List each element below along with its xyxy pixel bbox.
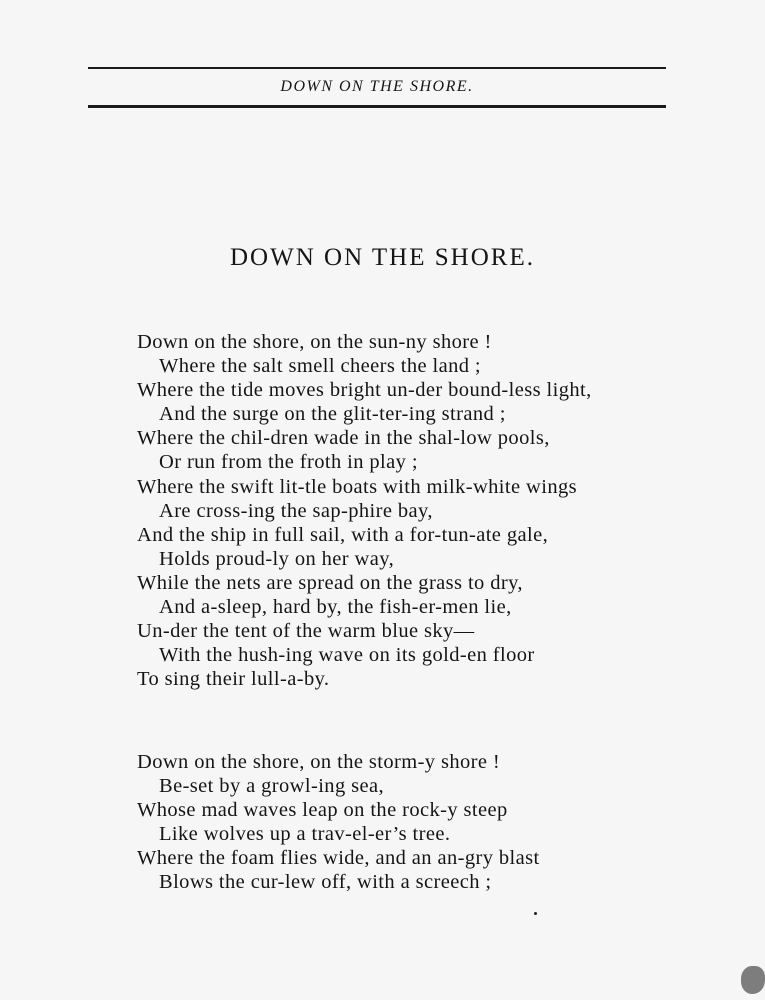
poem-line: To sing their lull-a-by. bbox=[137, 668, 330, 691]
header-rule-top bbox=[88, 67, 666, 69]
poem-line: With the hush-ing wave on its gold-en floor bbox=[159, 644, 535, 667]
poem-line: Where the foam flies wide, and an an-gry blast bbox=[137, 847, 540, 870]
stanza-2 bbox=[137, 750, 697, 895]
poem-line: Where the tide moves bright un-der bound-less light, bbox=[137, 379, 592, 402]
header-rule-bottom bbox=[88, 105, 666, 108]
page-blemish bbox=[741, 966, 765, 994]
ink-speck bbox=[534, 912, 537, 915]
poem-line: Where the chil-dren wade in the shal-low pools, bbox=[137, 427, 550, 450]
poem-line: Be-set by a growl-ing sea, bbox=[159, 775, 385, 798]
poem-line: Blows the cur-lew off, with a screech ; bbox=[159, 871, 492, 894]
poem-line: Whose mad waves leap on the rock-y steep bbox=[137, 799, 508, 822]
poem-line: And the surge on the glit-ter-ing strand ; bbox=[159, 403, 506, 426]
poem-line: Like wolves up a trav-el-er’s tree. bbox=[159, 823, 451, 846]
poem-line: Holds proud-ly on her way, bbox=[159, 547, 395, 570]
poem-line: Or run from the froth in play ; bbox=[159, 451, 418, 474]
poem-line: Where the salt smell cheers the land ; bbox=[159, 355, 482, 378]
poem-line: And a-sleep, hard by, the fish-er-men lie, bbox=[159, 596, 512, 619]
stanza-1 bbox=[137, 330, 697, 691]
poem-line: While the nets are spread on the grass to dry, bbox=[137, 571, 523, 594]
poem-line: Where the swift lit-tle boats with milk-white wings bbox=[137, 475, 577, 498]
running-head: DOWN ON THE SHORE. bbox=[280, 78, 474, 95]
poem-line: Un-der the tent of the warm blue sky— bbox=[137, 620, 475, 643]
poem-title: DOWN ON THE SHORE. bbox=[230, 244, 535, 271]
poem-line: Are cross-ing the sap-phire bay, bbox=[159, 499, 433, 522]
poem-line: And the ship in full sail, with a for-tun-ate gale, bbox=[137, 523, 549, 546]
poem-line: Down on the shore, on the storm-y shore ! bbox=[137, 751, 501, 773]
poem-line: Down on the shore, on the sun-ny shore ! bbox=[137, 331, 492, 353]
